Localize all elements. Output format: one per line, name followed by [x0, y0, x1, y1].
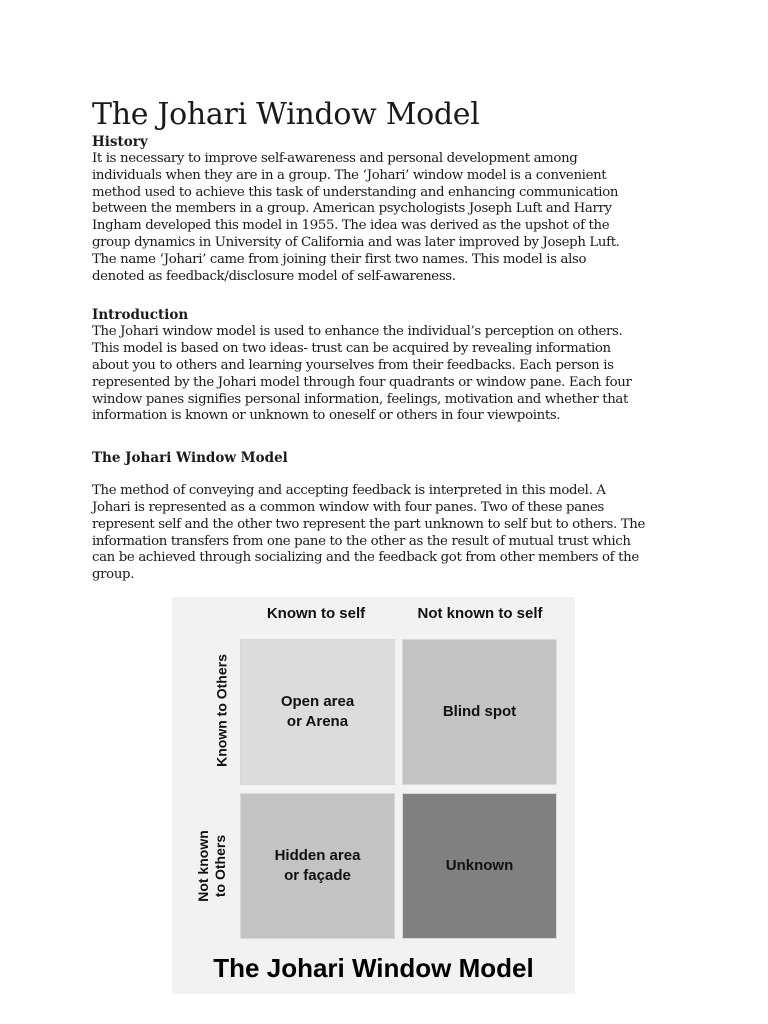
pane-label: Blind spot: [442, 703, 517, 720]
text-line: The Johari window model is used to enhance the individual’s perception on others.: [92, 324, 623, 340]
text-line: between the members in a group. American psychologists Joseph Luft and Harry: [92, 201, 612, 217]
model-section: [92, 450, 682, 584]
row-header-not-known-to-others: [195, 818, 229, 914]
pane-label: Unknown: [445, 857, 514, 874]
history-paragraph: [92, 151, 682, 285]
pane-hidden-area: [240, 793, 395, 939]
pane-label: Open area: [280, 693, 355, 710]
text-line: group.: [92, 567, 135, 583]
row-header-line: Not known: [195, 830, 211, 902]
text-line: individuals when they are in a group. The ‘Johari’ window model is a convenient: [92, 167, 607, 183]
text-line: information transfers from one pane to the other as the result of mutual trust which: [92, 533, 631, 549]
page-title: The Johari Window Model: [92, 97, 480, 132]
introduction-section: [92, 307, 682, 425]
pane-label: or Arena: [286, 713, 349, 730]
text-line: represented by the Johari model through four quadrants or window pane. Each four: [92, 374, 632, 390]
introduction-paragraph: [92, 324, 682, 425]
model-paragraph: [92, 483, 682, 584]
pane-label: or façade: [284, 867, 351, 884]
column-header-known-to-self: Known to self: [266, 605, 366, 622]
pane-unknown: [402, 793, 557, 939]
text-line: The name ‘Johari’ came from joining their first two names. This model is also: [92, 251, 587, 267]
text-line: group dynamics in University of California and was later improved by Joseph Luft.: [92, 234, 620, 250]
text-line: This model is based on two ideas- trust can be acquired by revealing information: [92, 341, 611, 357]
history-heading: History: [92, 134, 148, 150]
pane-label: Hidden area: [274, 847, 361, 864]
text-line: can be achieved through socializing and the feedback got from other members of the: [92, 550, 639, 566]
row-header-line: to Others: [212, 834, 228, 898]
text-line: denoted as feedback/disclosure model of self-awareness.: [92, 268, 456, 284]
column-header-not-known-to-self: Not known to self: [417, 605, 543, 622]
johari-window-figure: [172, 597, 575, 994]
text-line: window panes signifies personal information, feelings, motivation and whether that: [92, 391, 628, 407]
text-line: Johari is represented as a common window with four panes. Two of these panes: [92, 499, 605, 515]
pane-blind-spot: [402, 639, 557, 785]
model-heading: The Johari Window Model: [92, 450, 288, 467]
figure-caption: The Johari Window Model: [213, 953, 534, 983]
text-line: Ingham developed this model in 1955. The idea was derived as the upshot of the: [92, 218, 610, 234]
history-section: [92, 134, 682, 285]
document-page: [92, 96, 682, 584]
text-line: information is known or unknown to oneself or others in four viewpoints.: [92, 408, 561, 424]
text-line: represent self and the other two represent the part unknown to self but to others. The: [92, 516, 646, 532]
text-line: about you to others and learning yourselves from their feedbacks. Each person is: [92, 357, 614, 373]
text-line: method used to achieve this task of understanding and enhancing communication: [92, 184, 619, 200]
row-header-known-to-others: Known to Others: [213, 654, 230, 767]
text-line: It is necessary to improve self-awareness and personal development among: [92, 151, 578, 166]
pane-open-area: [240, 639, 395, 785]
text-line: The method of conveying and accepting feedback is interpreted in this model. A: [92, 483, 606, 499]
introduction-heading: Introduction: [92, 307, 189, 324]
